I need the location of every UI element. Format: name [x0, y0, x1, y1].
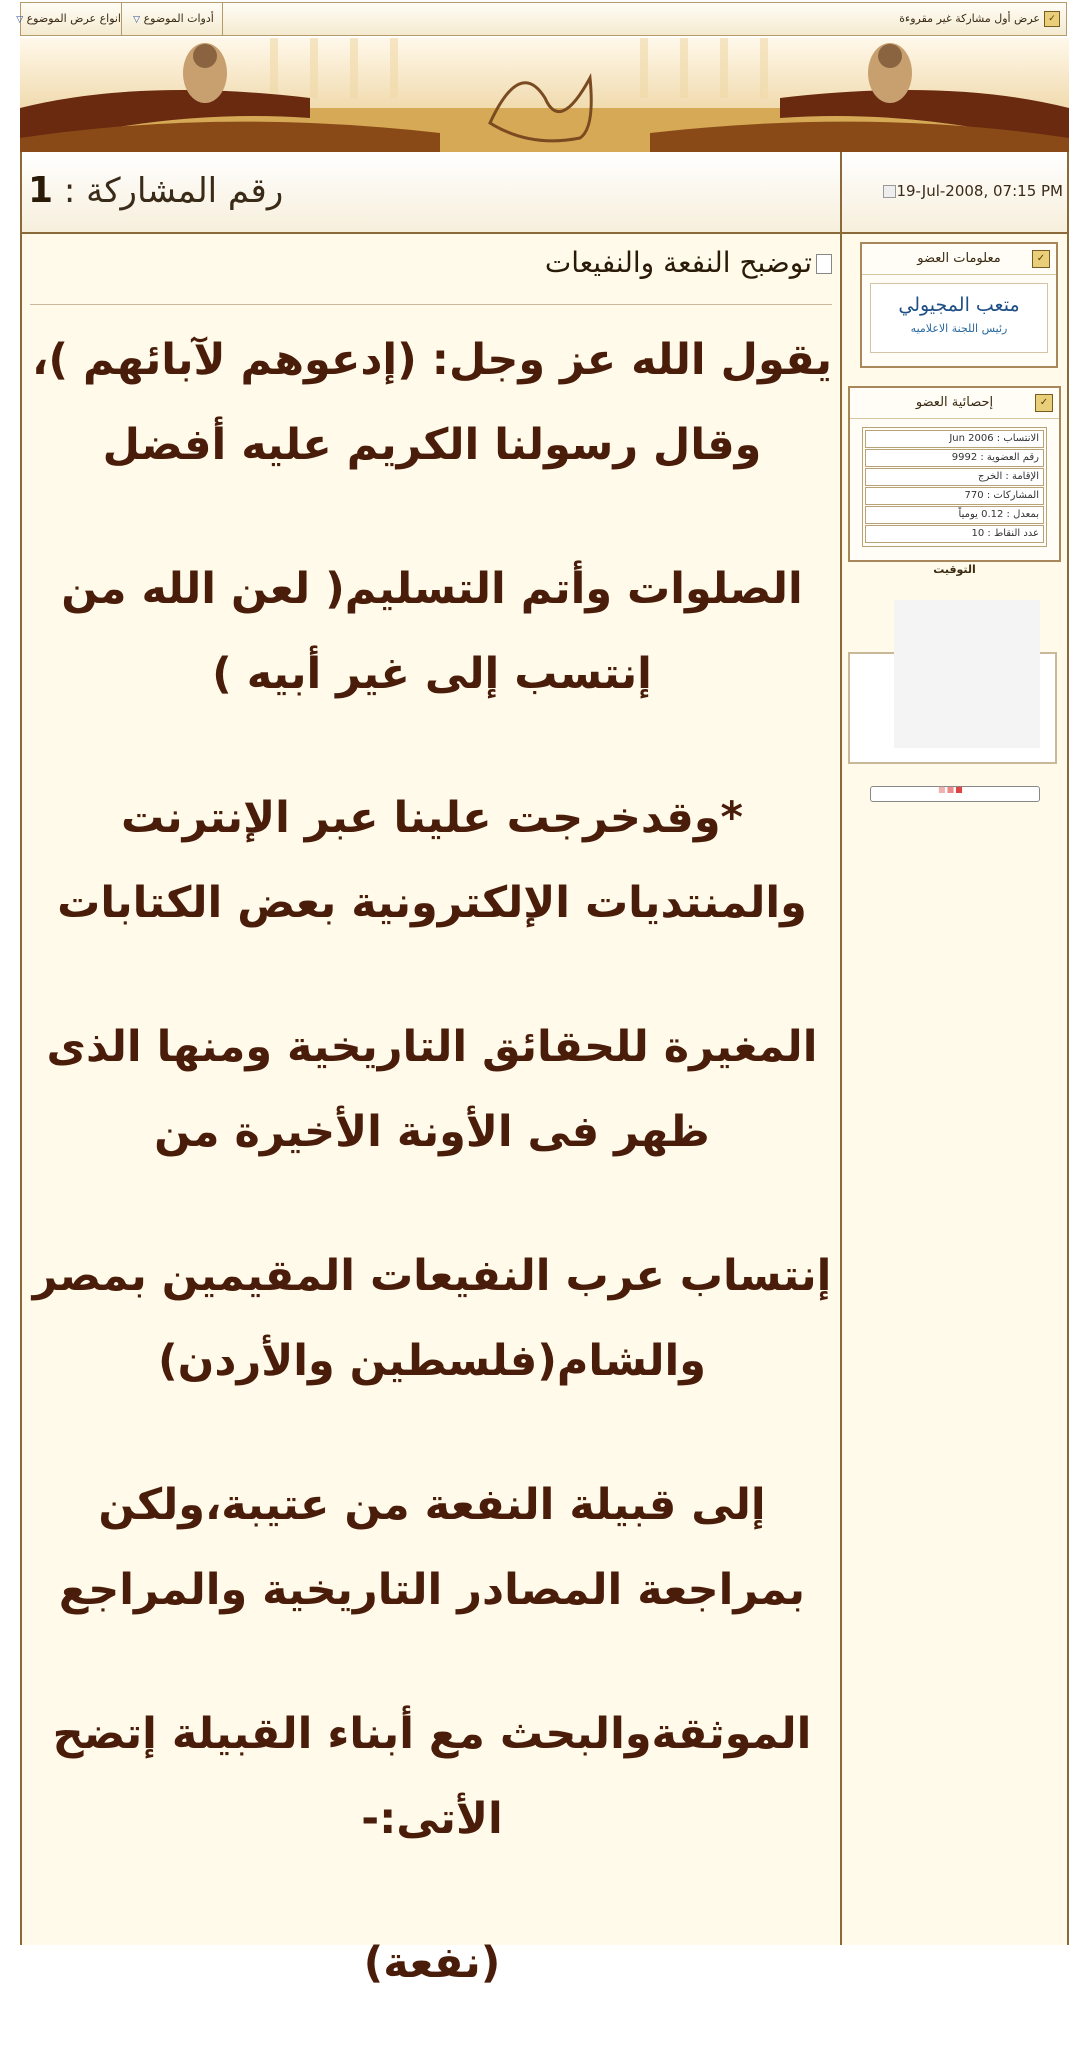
stat-join-date: الانتساب : Jun 2006	[865, 430, 1044, 448]
member-info-box	[860, 242, 1058, 368]
post-paragraph: يقول الله عز وجل: (إدعوهم لآبائهم )، وقال رسولنا الكريم عليه أفضل	[32, 335, 832, 470]
post-number-cell	[22, 152, 842, 232]
post-paragraph: الموثقةوالبحث مع أبناء القبيلة إتضح الأتى:-	[52, 1709, 812, 1844]
post-icon	[883, 185, 896, 198]
post-number-value: 1	[28, 170, 54, 211]
thread-toolbar	[16, 2, 1067, 36]
box-icon: ✓	[1032, 250, 1050, 268]
page	[16, 0, 1069, 1988]
post-date-text: 19-Jul-2008, 07:15 PM	[896, 182, 1063, 200]
stat-rate: بمعدل : 0.12 يومياً	[865, 506, 1044, 524]
post-content	[22, 234, 842, 1988]
forum-banner	[20, 38, 1069, 152]
title-divider	[30, 304, 832, 305]
member-stats-box	[848, 386, 1061, 562]
first-unread-icon: ✓	[1044, 11, 1060, 27]
stats-list	[862, 427, 1047, 547]
thread-tools-label: أدوات الموضوع	[143, 12, 214, 25]
member-name[interactable]: متعب المجيولي	[898, 294, 1020, 316]
member-info-header	[862, 244, 1056, 275]
display-modes-label: انواع عرض الموضوع	[26, 12, 121, 25]
document-icon	[816, 254, 832, 274]
post-body	[32, 318, 832, 2065]
dropdown-arrow-icon: ▽	[16, 15, 24, 25]
clock-label: التوقيت	[933, 563, 976, 576]
clock-widget	[894, 600, 1040, 748]
post-container	[20, 152, 1069, 1988]
stat-posts: المشاركات : 770	[865, 487, 1044, 505]
post-paragraph: *وقدخرجت علينا عبر الإنترنت والمنتديات الإلكترونية بعض الكتابات	[57, 793, 807, 928]
first-unread-link[interactable]	[899, 3, 1060, 35]
box-icon: ✓	[1035, 394, 1053, 412]
post-paragraph: المغيرة للحقائق التاريخية ومنها الذى ظهر فى الأونة الأخيرة من	[46, 1022, 818, 1157]
stat-member-id: رقم العضوية : 9992	[865, 449, 1044, 467]
post-paragraph: (نفعة)	[363, 1938, 501, 1988]
post-paragraph: إلى قبيلة النفعة من عتيبة،ولكن بمراجعة المصادر التاريخية والمراجع	[58, 1480, 806, 1615]
post-date	[881, 182, 1063, 200]
member-rank: رئيس اللجنة الاعلاميه	[910, 322, 1008, 335]
post-title-text: توضبح النفعة والنفيعات	[544, 246, 812, 279]
dropdown-arrow-icon: ▽	[133, 15, 141, 25]
post-number[interactable]	[28, 170, 283, 211]
stat-points: عدد النقاط : 10	[865, 525, 1044, 543]
post-paragraph: الصلوات وأتم التسليم( لعن الله من إنتسب إلى غير أبيه )	[61, 564, 803, 699]
loading-dots: ■■■	[938, 785, 964, 794]
member-info-title: معلومات العضو	[917, 251, 1001, 266]
stat-location: الإقامة : الخرج	[865, 468, 1044, 486]
display-modes-menu[interactable]	[16, 3, 121, 35]
member-stats-title: إحصائية العضو	[915, 395, 994, 410]
thread-tools-menu[interactable]	[121, 3, 223, 35]
post-paragraph: إنتساب عرب النفيعات المقيمين بمصر والشام(فلسطين والأردن)	[32, 1251, 832, 1386]
member-card	[870, 283, 1048, 353]
first-unread-label: عرض أول مشاركة غير مقروءة	[899, 12, 1040, 25]
member-stats-header	[850, 388, 1059, 419]
member-sidebar	[842, 234, 1067, 1945]
post-number-label: رقم المشاركة :	[63, 171, 284, 211]
banner-art	[20, 38, 1069, 152]
post-title	[545, 246, 832, 279]
post-header	[22, 152, 1067, 234]
